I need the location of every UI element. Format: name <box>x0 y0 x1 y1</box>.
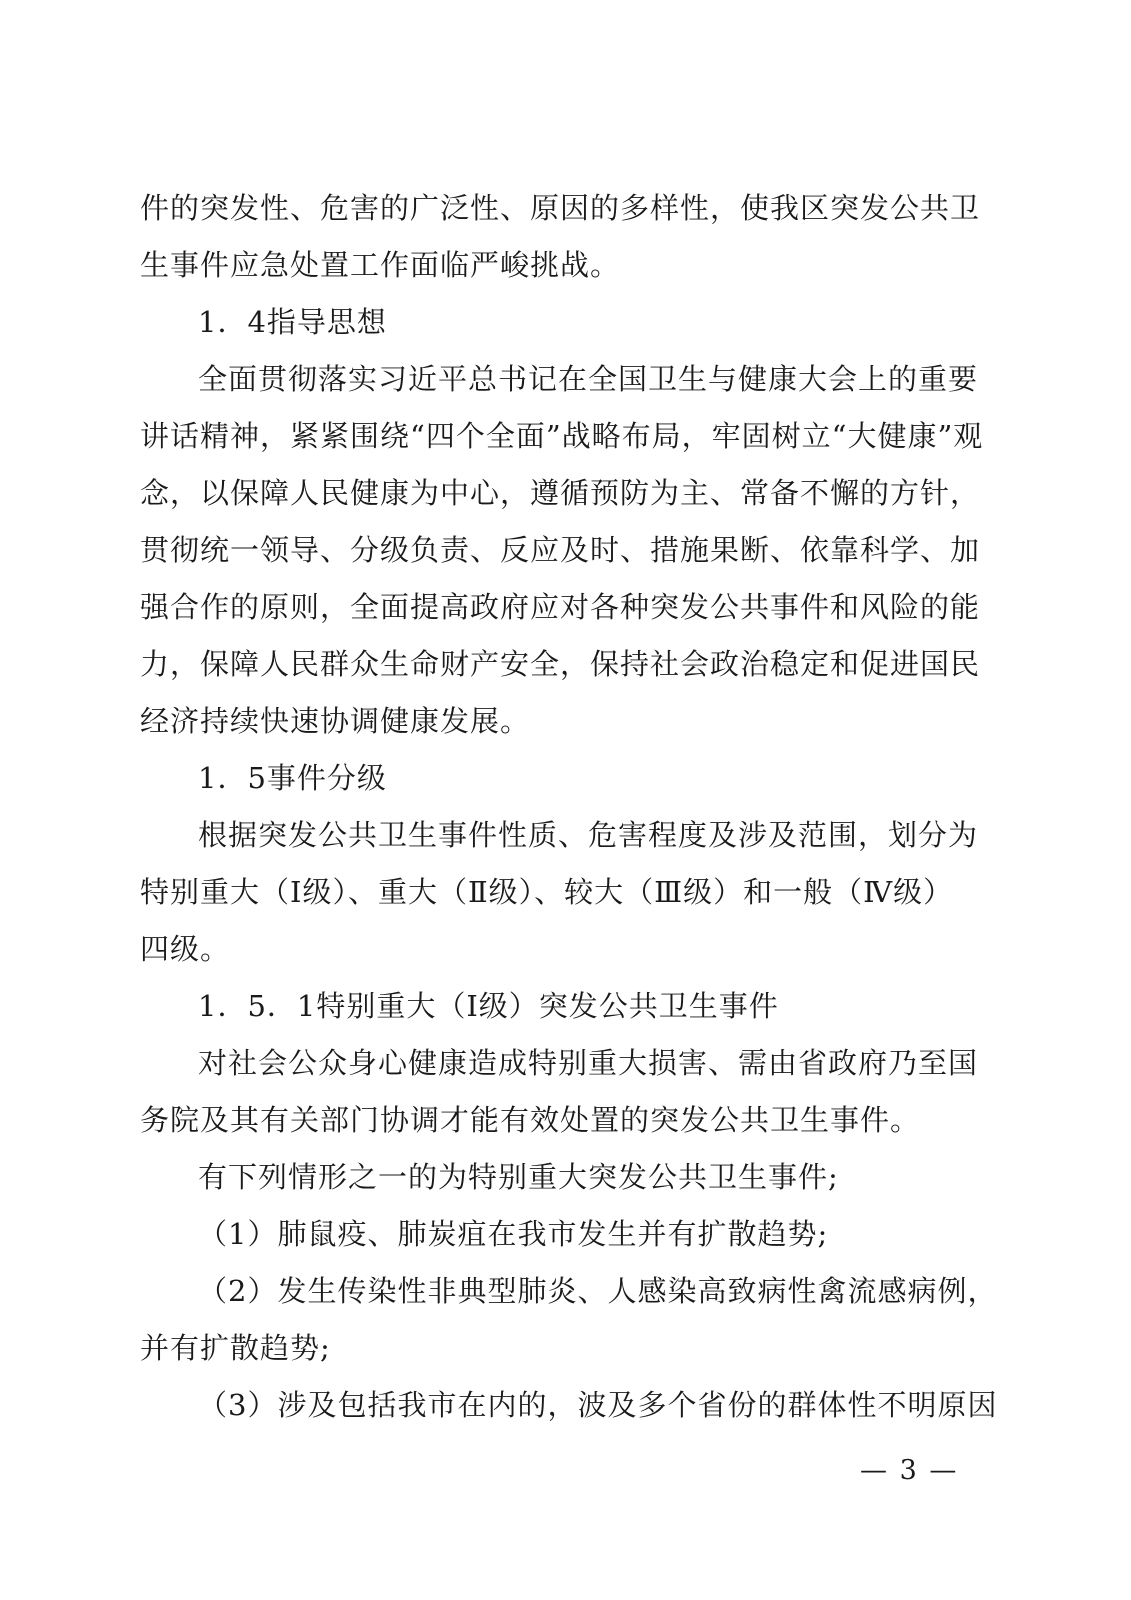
list-item: （3）涉及包括我市在内的，波及多个省份的群体性不明原因 <box>198 1388 998 1422</box>
text-line: 念，以保障人民健康为中心，遵循预防为主、常备不懈的方针， <box>140 476 981 510</box>
text-line: 对社会公众身心健康造成特别重大损害、需由省政府乃至国 <box>198 1046 979 1080</box>
text-line: 四级。 <box>140 932 231 966</box>
list-item: （2）发生传染性非典型肺炎、人感染高致病性禽流感病例， <box>198 1274 998 1308</box>
text-line: 经济持续快速协调健康发展。 <box>140 704 531 738</box>
text-line: 全面贯彻落实习近平总书记在全国卫生与健康大会上的重要 <box>198 362 979 396</box>
text-line: 并有扩散趋势; <box>140 1331 331 1365</box>
text-line: 强合作的原则，全面提高政府应对各种突发公共事件和风险的能 <box>140 590 981 624</box>
section-heading: 1．5．1特别重大（Ⅰ级）突发公共卫生事件 <box>198 989 779 1023</box>
section-heading: 1．4指导思想 <box>198 305 387 339</box>
list-item: （1）肺鼠疫、肺炭疽在我市发生并有扩散趋势; <box>198 1217 829 1251</box>
text-line: 生事件应急处置工作面临严峻挑战。 <box>140 248 621 282</box>
section-heading: 1．5事件分级 <box>198 761 387 795</box>
text-line: 贯彻统一领导、分级负责、反应及时、措施果断、依靠科学、加 <box>140 533 981 567</box>
text-line: 务院及其有关部门协调才能有效处置的突发公共卫生事件。 <box>140 1103 921 1137</box>
page-number: — 3 — <box>860 1455 959 1486</box>
text-line: 力，保障人民群众生命财产安全，保持社会政治稳定和促进国民 <box>140 647 981 681</box>
text-line: 根据突发公共卫生事件性质、危害程度及涉及范围，划分为 <box>198 818 979 852</box>
text-line: 特别重大（Ⅰ级）、重大（Ⅱ级）、较大（Ⅲ级）和一般（Ⅳ级） <box>140 875 954 909</box>
text-line: 讲话精神，紧紧围绕“四个全面”战略布局，牢固树立“大健康”观 <box>140 419 984 453</box>
text-line: 件的突发性、危害的广泛性、原因的多样性，使我区突发公共卫 <box>140 191 981 225</box>
text-line: 有下列情形之一的为特别重大突发公共卫生事件; <box>198 1160 839 1194</box>
body-text <box>140 180 998 1434</box>
